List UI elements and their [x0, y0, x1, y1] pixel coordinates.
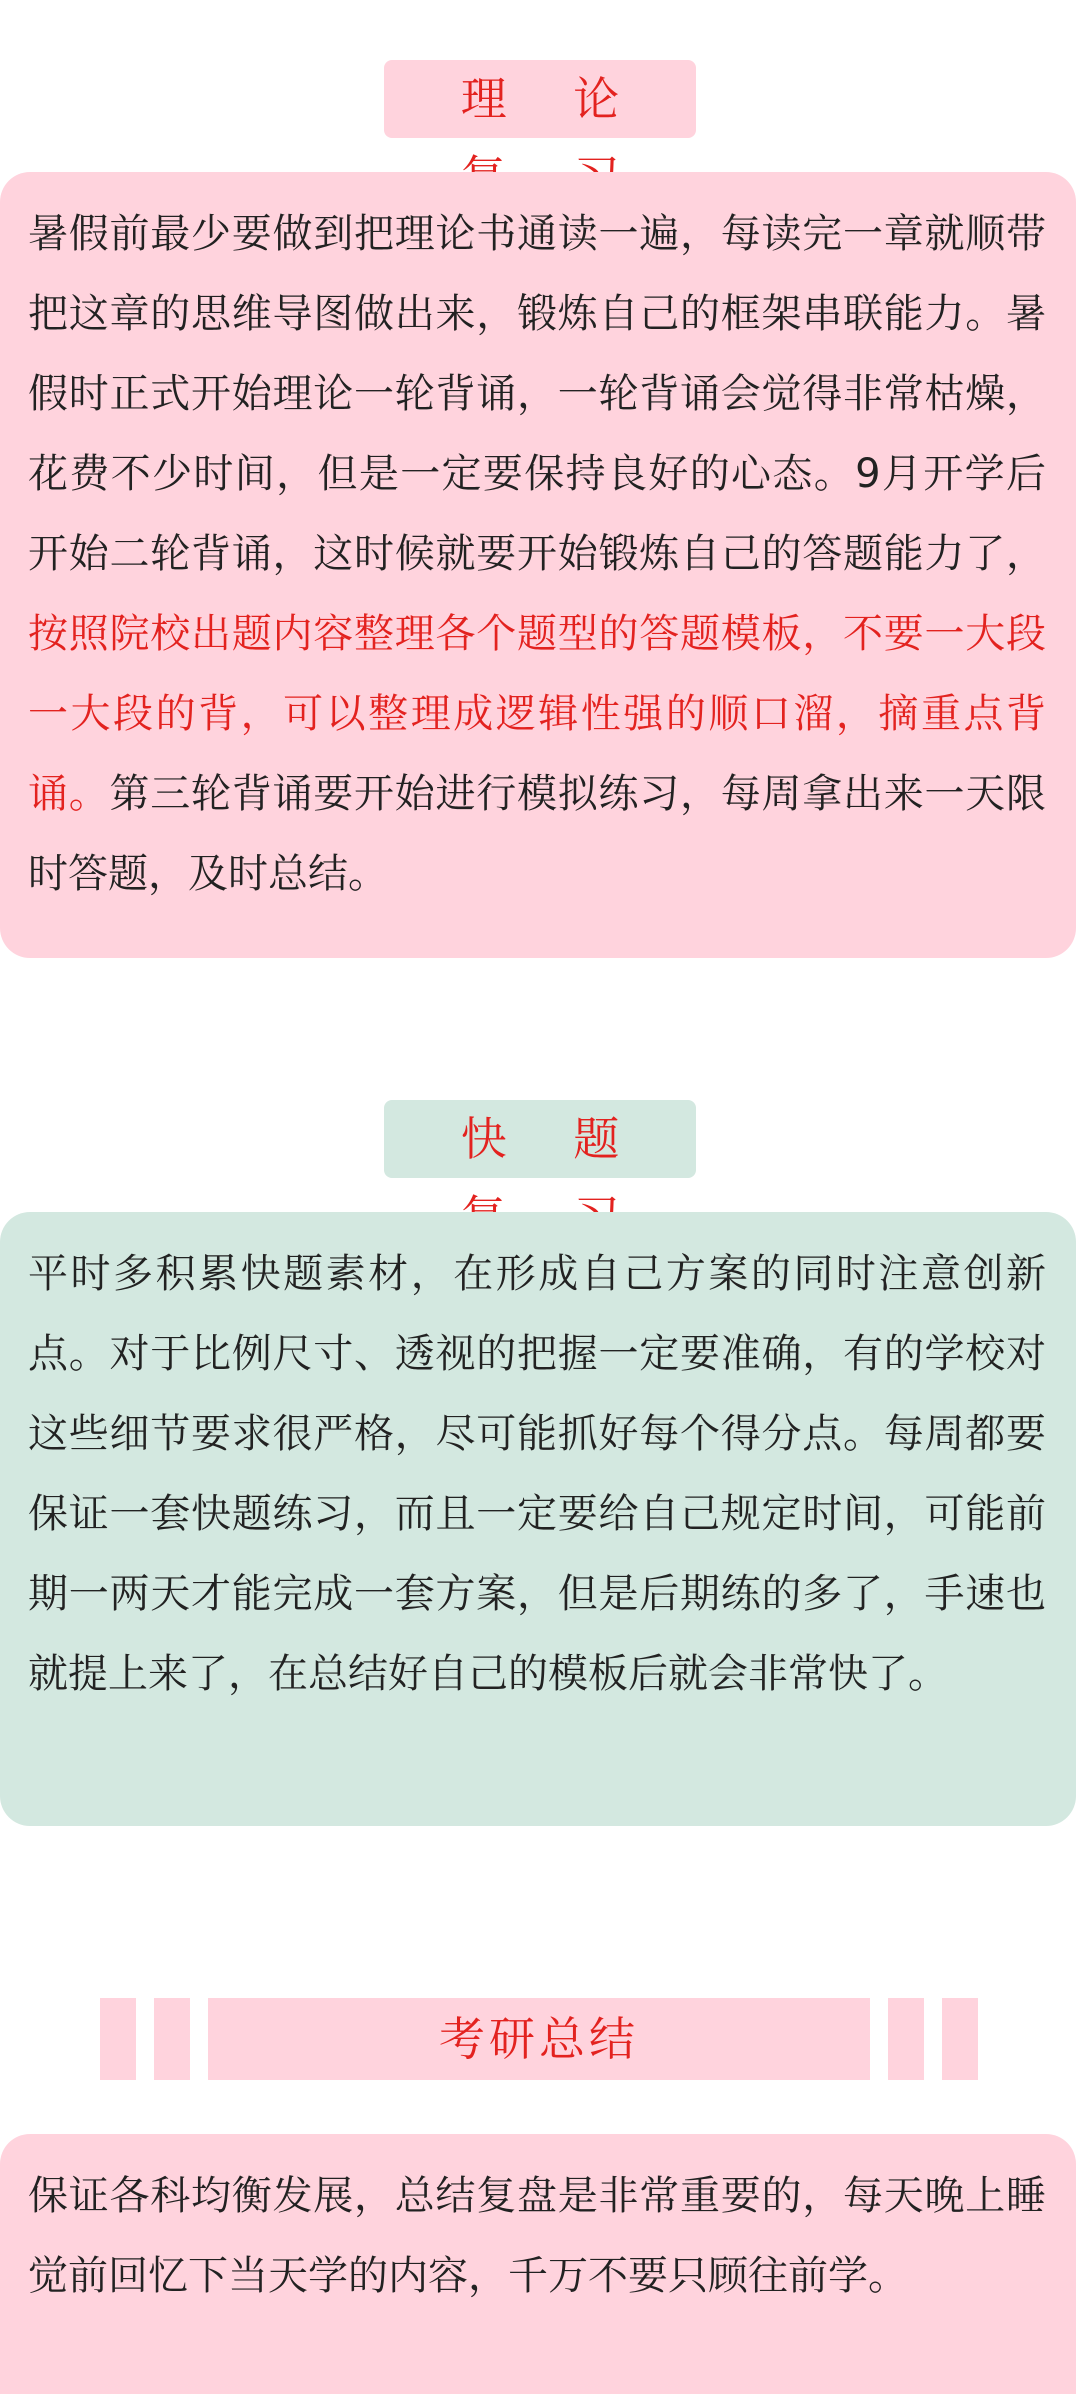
summary-banner [0, 1998, 1080, 2080]
banner-stripe [888, 1998, 924, 2080]
theory-text-highlight: 按照院校出题内容整理各个题型的答题模板，不要一大段一大段的背，可以整理成逻辑性强的顺口溜，摘重点背诵。 [28, 611, 1046, 817]
quick-design-review-card [0, 1212, 1076, 1826]
section-title-quick-design: 快 题 [384, 1100, 696, 1178]
banner-stripe [154, 1998, 190, 2080]
banner-stripe [942, 1998, 978, 2080]
summary-card [0, 2134, 1076, 2394]
theory-review-card [0, 172, 1076, 958]
section-title-theory: 理 论 [384, 60, 696, 138]
theory-text-part1: 暑假前最少要做到把理论书通读一遍，每读完一章就顺带把这章的思维导图做出来，锻炼自己的框架串联能力。暑假时正式开始理论一轮背诵，一轮背诵会觉得非常枯燥，花费不少时间，但是一定要保持良好的心态。9月开学后开始二轮背诵，这时候就要开始锻炼自己的答题能力了， [28, 211, 1046, 577]
theory-review-text [28, 194, 1046, 914]
theory-text-part2: 第三轮背诵要开始进行模拟练习，每周拿出来一天限时答题，及时总结。 [28, 771, 1046, 897]
banner-stripe [100, 1998, 136, 2080]
quick-design-review-text: 平时多积累快题素材，在形成自己方案的同时注意创新点。对于比例尺寸、透视的把握一定要准确，有的学校对这些细节要求很严格，尽可能抓好每个得分点。每周都要保证一套快题练习，而且一定要给自己规定时间，可能前期一两天才能完成一套方案，但是后期练的多了，手速也就提上来了，在总结好自己的模板后就会非常快了。 [28, 1251, 1046, 1697]
section-title-summary: 考研总结 [439, 2012, 639, 2066]
summary-text: 保证各科均衡发展，总结复盘是非常重要的，每天晚上睡觉前回忆下当天学的内容，千万不要只顾往前学。 [28, 2173, 1046, 2299]
